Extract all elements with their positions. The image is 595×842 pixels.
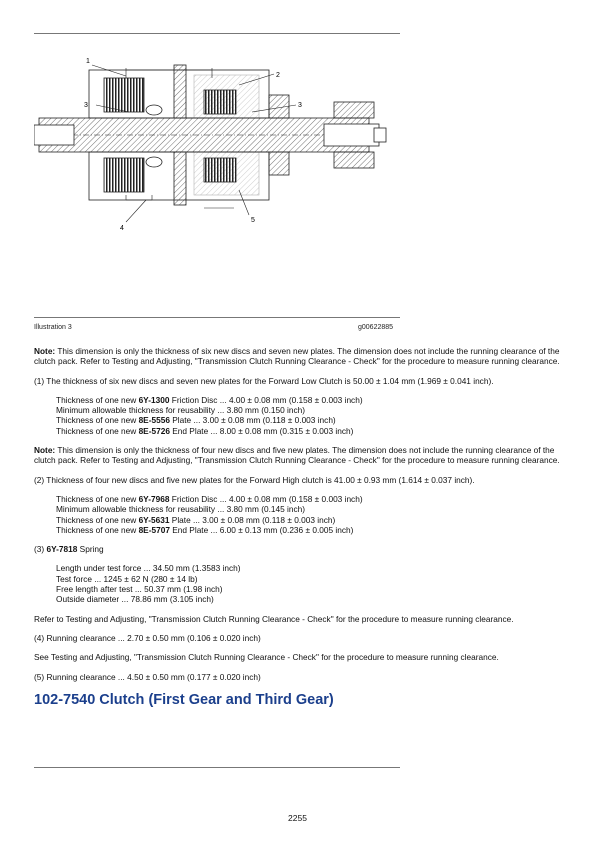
item-1-text: (1) The thickness of six new discs and seven new plates for the Forward Low Clutch is 50.00 ± 1.04 mm (1.969 ± 0.041 inch).: [34, 375, 494, 386]
spring-upper: [146, 105, 162, 115]
forward-low-disc-pack-upper: [104, 78, 144, 112]
item-2-text: (2) Thickness of four new discs and five new plates for the Forward High clutch is 41.00 ± 0.93 mm (1.614 ± 0.037 inch).: [34, 474, 475, 485]
page-number: 2255: [288, 813, 307, 823]
spring-lower: [146, 157, 162, 167]
note-2: [34, 445, 562, 466]
note-2-text: This dimension is only the thickness of four new discs and five new plates. The dimension does not include the running clearance of the clutch pack. Refer to Testing and Adjusting, "Transmission Clutch Running Clearance - Check" for the procedure to measure running clearance.: [34, 445, 560, 466]
spec-line: Minimum allowable thickness for reusability ... 3.80 mm (0.145 inch): [56, 504, 306, 515]
note-1-text: This dimension is only the thickness of six new discs and seven new plates. The dimension does not include the running clearance of the clutch pack. Refer to Testing and Adjusting, "Transmission Clutch Running Clearance - Check" for the procedure to measure running clearance.: [34, 346, 560, 367]
item-3-specs: [34, 563, 562, 604]
caption-divider: [34, 317, 400, 318]
spec-line: Free length after test ... 50.37 mm (1.98 inch): [56, 584, 223, 595]
left-shaft-end: [34, 125, 74, 145]
refer-1: Refer to Testing and Adjusting, "Transmission Clutch Running Clearance - Check" for the procedure to measure running clearance.: [34, 613, 514, 624]
refer-2: See Testing and Adjusting, "Transmission Clutch Running Clearance - Check" for the procedure to measure running clearance.: [34, 652, 499, 663]
top-divider: [34, 33, 400, 34]
callout-3-right: 3: [298, 102, 302, 109]
item-2-specs: [34, 494, 562, 535]
section-heading: 102-7540 Clutch (First Gear and Third Gear): [34, 691, 334, 708]
illustration-label: Illustration 3: [34, 324, 72, 331]
forward-high-disc-pack-lower: [204, 158, 236, 182]
forward-low-disc-pack-lower: [104, 158, 144, 192]
callout-2: 2: [276, 72, 280, 79]
document-body: [34, 346, 562, 709]
clutch-illustration: [34, 50, 404, 240]
callout-4: 4: [120, 225, 124, 232]
forward-high-disc-pack-upper: [204, 90, 236, 114]
note-1-prefix: Note:: [34, 346, 56, 356]
item-1-specs: [34, 395, 562, 436]
spec-line: Thickness of one new 8E-5726 End Plate ... 8.00 ± 0.08 mm (0.315 ± 0.003 inch): [56, 425, 354, 436]
spec-line: Thickness of one new 6Y-7968 Friction Disc ... 4.00 ± 0.08 mm (0.158 ± 0.003 inch): [56, 493, 363, 504]
note-1: [34, 346, 562, 367]
item-4: (4) Running clearance ... 2.70 ± 0.50 mm (0.106 ± 0.020 inch): [34, 632, 261, 643]
spec-line: Length under test force ... 34.50 mm (1.3583 inch): [56, 563, 241, 574]
spec-line: Outside diameter ... 78.86 mm (3.105 inch): [56, 594, 214, 605]
spec-line: Thickness of one new 8E-5556 Plate ... 3.00 ± 0.08 mm (0.118 ± 0.003 inch): [56, 415, 336, 426]
spec-line: Thickness of one new 6Y-5631 Plate ... 3.00 ± 0.08 mm (0.118 ± 0.003 inch): [56, 514, 336, 525]
spec-line: Thickness of one new 6Y-1300 Friction Disc ... 4.00 ± 0.08 mm (0.158 ± 0.003 inch): [56, 394, 363, 405]
item-3-title: (3) 6Y-7818 Spring: [34, 544, 104, 555]
bottom-divider: [34, 767, 400, 768]
note-2-prefix: Note:: [34, 445, 56, 456]
callout-3-left: 3: [84, 102, 88, 109]
item-5: (5) Running clearance ... 4.50 ± 0.50 mm (0.177 ± 0.020 inch): [34, 671, 261, 682]
spec-line: Test force ... 1245 ± 62 N (280 ± 14 lb): [56, 573, 198, 584]
callout-5: 5: [251, 217, 255, 224]
spec-line: Minimum allowable thickness for reusability ... 3.80 mm (0.150 inch): [56, 405, 306, 416]
right-sleeve: [324, 124, 379, 146]
spec-line: Thickness of one new 8E-5707 End Plate ... 6.00 ± 0.13 mm (0.236 ± 0.005 inch): [56, 524, 354, 535]
illustration-code: g00622885: [358, 324, 394, 331]
callout-1: 1: [86, 58, 90, 65]
